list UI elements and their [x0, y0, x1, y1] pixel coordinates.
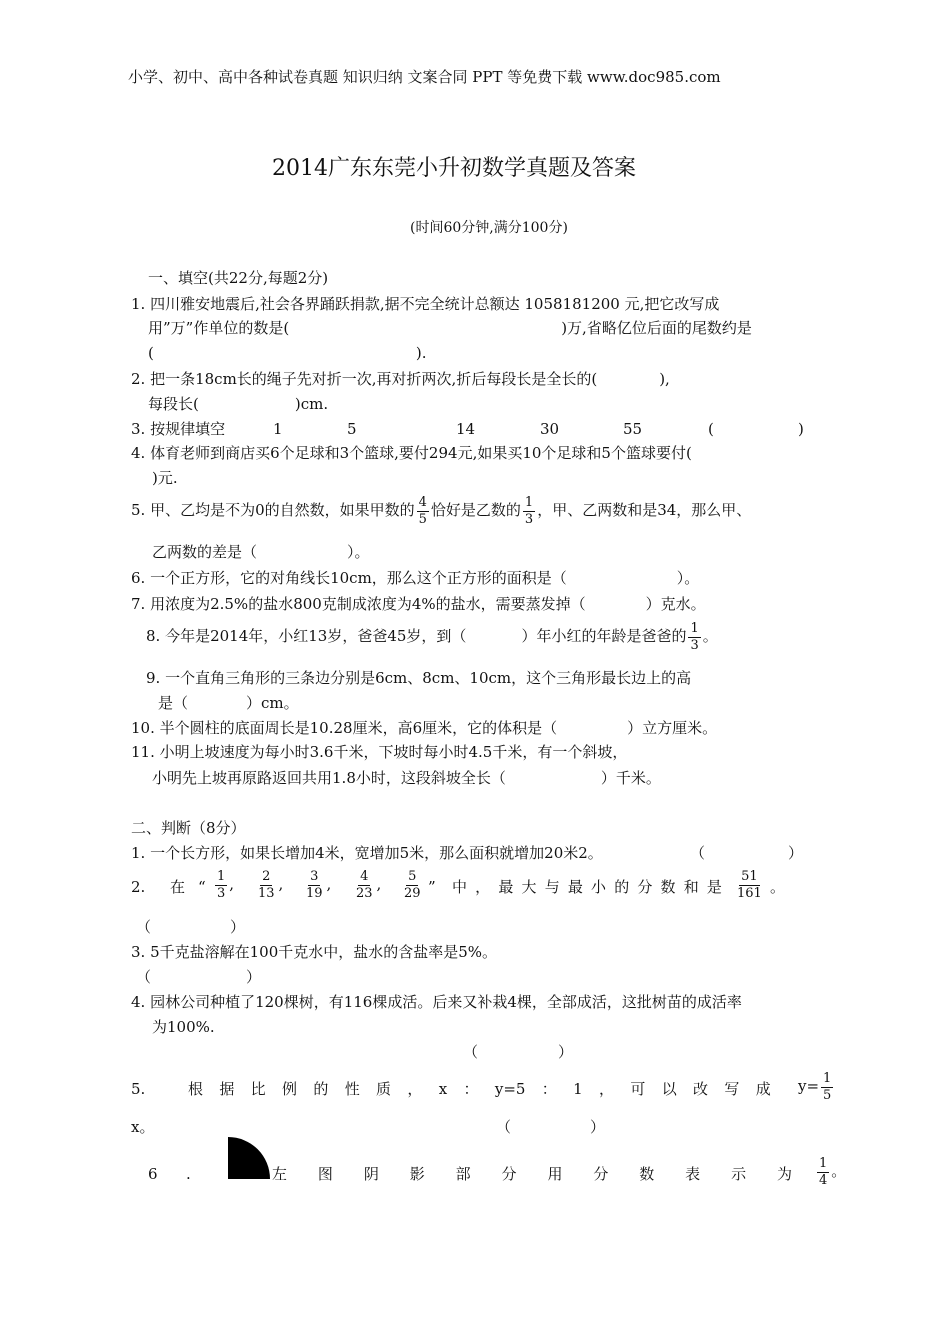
q4-line2: )元. — [152, 469, 178, 487]
j4-blank-close: ） — [558, 1043, 574, 1061]
j1-blank-open: （ — [690, 844, 706, 862]
j2-fraction-1: $\frac{1}{3}$ , — [217, 869, 235, 901]
q9-line2: 是（ ）cm。 — [158, 694, 299, 712]
page-subtitle: (时间60分钟,满分100分) — [410, 220, 568, 236]
q11-line2: 小明先上坡再原路返回共用1.8小时，这段斜坡全长（ ）千米。 — [152, 769, 661, 787]
fraction: $\frac{1}{3}$ — [690, 621, 699, 653]
q8: 8. 今年是2014年，小红13岁，爸爸45岁，到（ ）年小红的年龄是爸爸的 $\frac{1}{3}$ 。 — [146, 621, 718, 653]
page-header: 小学、初中、高中各种试卷真题 知识归纳 文案合同 PPT 等免费下载 www.doc985.com — [128, 68, 721, 86]
j6-number: 6 — [148, 1165, 158, 1183]
j2-fraction-3: $\frac{3}{19}$ , — [306, 869, 332, 901]
q6: 6. 一个正方形，它的对角线长10cm，那么这个正方形的面积是（ ）。 — [131, 569, 700, 587]
j5-line: 5. 根 据 比 例 的 性 质 ， x ： y=5 ： 1 ， 可 以 改 写 成 — [131, 1080, 771, 1098]
j6-text: 左 图 阴 影 部 分 用 分 数 表 示 为 — [272, 1165, 792, 1183]
j5-blank-close: ） — [590, 1118, 606, 1136]
q2-line1: 2. 把一条18cm长的绳子先对折一次,再对折两次,折后每段长是全长的( ), — [131, 370, 670, 388]
fraction: $\frac{4}{5}$ — [418, 495, 427, 527]
j3-blank-close: ） — [246, 968, 262, 986]
j2-word: 在 — [170, 878, 186, 896]
q4-line1: 4. 体育老师到商店买6个足球和3个篮球,要付294元,如果买10个足球和5个篮球要付( — [131, 444, 692, 462]
j6-fraction: $\frac{1}{4}$ 。 — [819, 1156, 847, 1188]
j2-period: 。 — [770, 878, 786, 896]
section1-heading: 一、填空(共22分,每题2分) — [148, 269, 329, 287]
j2-quote-close: ” — [428, 878, 436, 896]
q5-line1: 5. 甲、乙均是不为0的自然数，如果甲数的 $\frac{4}{5}$ 恰好是乙数的 $\frac{1}{3}$ ，甲、乙两数和是34，那么甲、 — [131, 495, 752, 527]
j2-fraction-2: $\frac{2}{13}$ , — [258, 869, 284, 901]
j2-fraction-4: $\frac{4}{23}$ , — [356, 869, 382, 901]
section2-heading: 二、判断（8分） — [131, 819, 246, 837]
j1: 1. 一个长方形，如果长增加4米，宽增加5米，那么面积就增加20米2。 — [131, 844, 603, 862]
j4-blank-open: （ — [463, 1043, 479, 1061]
q3-term-5: 55 — [623, 420, 643, 438]
j3-blank-open: （ — [136, 968, 152, 986]
j2-fraction-5: $\frac{5}{29}$ — [404, 869, 421, 901]
j6-dot: . — [186, 1165, 191, 1183]
j2-blank-close: ） — [230, 918, 246, 936]
j3: 3. 5千克盐溶解在100千克水中，盐水的含盐率是5%。 — [131, 943, 498, 961]
q3-term-3: 14 — [456, 420, 476, 438]
j4-line2: 为100%. — [152, 1018, 215, 1036]
q3-blank-open: ( — [708, 420, 714, 438]
j2-text: 中 ， 最 大 与 最 小 的 分 数 和 是 — [452, 878, 722, 896]
q9-line1: 9. 一个直角三角形的三条边分别是6cm、8cm、10cm，这个三角形最长边上的高 — [146, 669, 692, 687]
j2-quote-open: “ — [198, 878, 206, 896]
j2-number: 2. — [131, 878, 146, 896]
q3-term-2: 5 — [347, 420, 357, 438]
q5-line2: 乙两数的差是（ ）。 — [152, 543, 370, 561]
q3-term-4: 30 — [540, 420, 560, 438]
q11-line1: 11. 小明上坡速度为每小时3.6千米，下坡时每小时4.5千米，有一个斜坡， — [131, 743, 628, 761]
q1-line3: ( ). — [148, 344, 427, 362]
q2-line2: 每段长( )cm. — [148, 395, 329, 413]
q7: 7. 用浓度为2.5%的盐水800克制成浓度为4%的盐水，需要蒸发掉（ ）克水。 — [131, 595, 706, 613]
page-title: 2014广东东莞小升初数学真题及答案 — [272, 156, 636, 181]
q1-line2: 用”万”作单位的数是( )万,省略亿位后面的尾数约是 — [148, 319, 752, 337]
j5-x: x。 — [131, 1118, 155, 1136]
j1-blank-close: ） — [788, 844, 804, 862]
j4-line1: 4. 园林公司种植了120棵树，有116棵成活。后来又补栽4棵，全部成活，这批树苗的成活率 — [131, 993, 742, 1011]
q3-blank-close: ) — [798, 420, 804, 438]
j2-fraction-sum: $\frac{51}{161}$ — [737, 869, 762, 901]
j5-y-equals: y= $\frac{1}{5}$ — [798, 1071, 832, 1103]
j2-blank-open: （ — [136, 918, 152, 936]
q1-line1: 1. 四川雅安地震后,社会各界踊跃捐款,据不完全统计总额达 1058181200 元,把它改写成 — [131, 295, 720, 313]
fraction: $\frac{1}{3}$ — [524, 495, 534, 527]
fraction: $\frac{1}{5}$ — [823, 1071, 832, 1103]
q3-label: 3. 按规律填空 — [131, 420, 226, 438]
j5-blank-open: （ — [496, 1118, 512, 1136]
quarter-circle-figure — [228, 1137, 272, 1179]
q10: 10. 半个圆柱的底面周长是10.28厘米，高6厘米，它的体积是（ ）立方厘米。 — [131, 719, 718, 737]
q3-term-1: 1 — [273, 420, 283, 438]
